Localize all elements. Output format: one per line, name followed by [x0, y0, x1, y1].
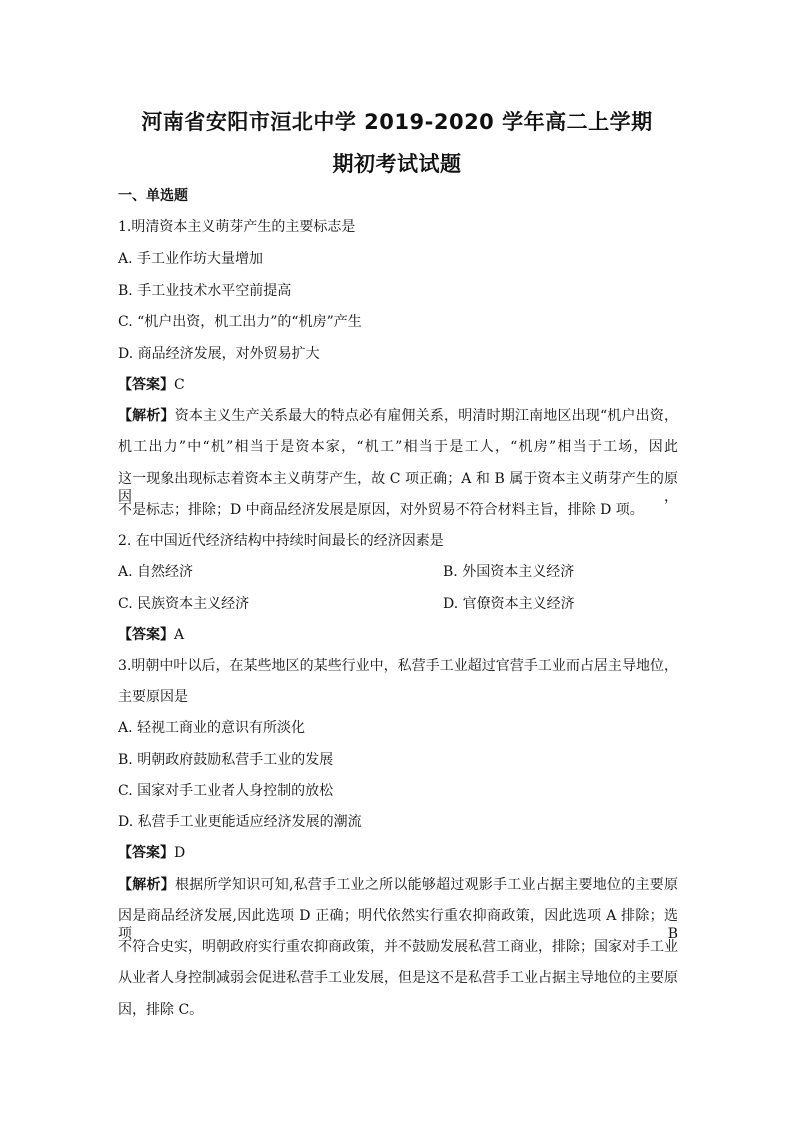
q1-analysis-line4: 不是标志；排除；D 中商品经济发展是原因，对外贸易不符合材料主旨，排除 D 项。	[118, 502, 644, 518]
q3-option-a: A. 轻视工商业的意识有所淡化	[118, 720, 306, 736]
q1-stem: 1.明清资本主义萌芽产生的主要标志是	[118, 219, 356, 235]
q3-analysis-label: 【解析】	[118, 877, 175, 893]
q1-option-a: A. 手工业作坊大量增加	[118, 251, 264, 267]
q1-analysis-text1: 资本主义生产关系最大的特点必有雇佣关系，明清时期江南地区出现“机户出资，	[174, 408, 679, 424]
q2-answer	[118, 626, 184, 644]
q3-analysis-line3: 不符合史实，明朝政府实行重农抑商政策，并不鼓励发展私营工商业，排除；国家对手工业	[118, 939, 678, 955]
q2-answer-value: A	[174, 627, 185, 643]
q3-answer-value: D	[174, 845, 186, 861]
q3-analysis-line2: 因是商品经济发展,因此选项 D 正确；明代依然实行重农抑商政策，因此选项 A 排除；选项 B	[118, 908, 678, 942]
document-title-line1: 河南省安阳市洹北中学 2019-2020 学年高二上学期	[141, 110, 653, 134]
q1-answer-label: 【答案】	[118, 377, 174, 393]
q1-answer	[118, 376, 185, 394]
document-title-line2: 期初考试试题	[332, 152, 462, 176]
q1-option-c: C. “机户出资，机工出力”的“机房”产生	[118, 314, 362, 330]
q1-option-b: B. 手工业技术水平空前提高	[118, 283, 292, 299]
q3-answer	[118, 844, 185, 862]
q1-analysis-line3: 这一现象出现标志着资本主义萌芽产生，故 C 项正确；A 和 B 属于资本主义萌芽产生的原因，	[118, 471, 678, 505]
q3-analysis-line5: 因，排除 C。	[118, 1002, 204, 1018]
q1-option-d: D. 商品经济发展，对外贸易扩大	[118, 346, 320, 362]
q3-option-c: C. 国家对手工业者人身控制的放松	[118, 783, 334, 799]
section-heading: 一、单选题	[118, 188, 188, 204]
q2-option-d: D. 官僚资本主义经济	[443, 596, 575, 612]
q3-stem-line1: 3.明朝中叶以后，在某些地区的某些行业中，私营手工业超过官营手工业而占居主导地位，	[118, 658, 678, 674]
q3-analysis-line1	[118, 876, 678, 894]
q1-analysis-label: 【解析】	[118, 408, 175, 424]
q3-analysis-text1: 根据所学知识可知,私营手工业之所以能够超过观影手工业占据主要地位的主要原	[174, 877, 679, 893]
q3-answer-label: 【答案】	[118, 845, 174, 861]
q2-answer-label: 【答案】	[118, 627, 174, 643]
q1-analysis-line1	[118, 407, 678, 425]
q3-analysis-line4: 从业者人身控制减弱会促进私营手工业发展，但是这不是私营手工业占据主导地位的主要原	[118, 970, 678, 986]
q3-option-b: B. 明朝政府鼓励私营手工业的发展	[118, 752, 334, 768]
q3-option-d: D. 私营手工业更能适应经济发展的潮流	[118, 814, 362, 830]
q1-analysis-line2: 机工出力”中“机”相当于是资本家，“机工”相当于是工人，“机房”相当于工场，因此	[118, 439, 678, 455]
q2-stem: 2. 在中国近代经济结构中持续时间最长的经济因素是	[118, 533, 444, 549]
q2-option-a: A. 自然经济	[118, 564, 194, 580]
q2-option-b: B. 外国资本主义经济	[443, 564, 575, 580]
q2-option-c: C. 民族资本主义经济	[118, 596, 250, 612]
q3-stem-line2: 主要原因是	[118, 689, 188, 705]
q1-answer-value: C	[174, 377, 185, 393]
